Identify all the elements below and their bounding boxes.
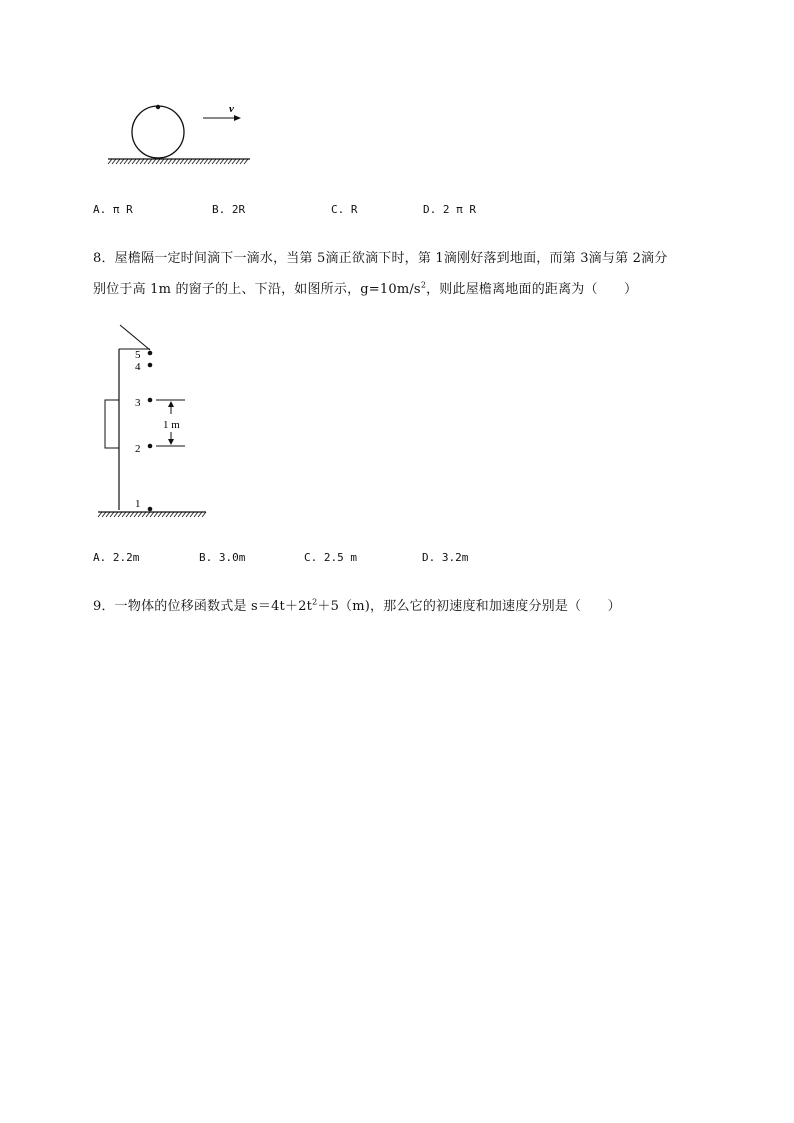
q7-option-a[interactable]: A. π R <box>93 203 133 216</box>
hatch-stroke <box>192 159 196 164</box>
hatch-stroke <box>134 512 138 517</box>
q8-text-line2 <box>93 278 637 297</box>
q9-text-sup: 2 <box>312 597 318 607</box>
drop-label-2: 2 <box>135 443 141 455</box>
q8-option-d[interactable]: D. 3.2m <box>422 551 469 564</box>
hatch-stroke <box>164 159 168 164</box>
hatch-stroke <box>188 159 192 164</box>
hatch-stroke <box>122 512 126 517</box>
drop-2 <box>148 444 153 449</box>
hatch-stroke <box>232 159 236 164</box>
q9-text <box>93 595 621 614</box>
hatch-stroke <box>184 159 188 164</box>
drop-label-4: 4 <box>135 361 141 373</box>
hatch-stroke <box>98 512 102 517</box>
wheel-point <box>156 105 160 109</box>
hatch-stroke <box>110 512 114 517</box>
q8-text-line2-sup: 2 <box>420 280 427 290</box>
hatch-stroke <box>150 512 154 517</box>
hatch-stroke <box>170 512 174 517</box>
hatch-stroke <box>108 159 112 164</box>
hatch-stroke <box>168 159 172 164</box>
hatch-stroke <box>204 159 208 164</box>
hatch-stroke <box>172 159 176 164</box>
hatch-stroke <box>236 159 240 164</box>
hatch-stroke <box>136 159 140 164</box>
hatch-stroke <box>220 159 224 164</box>
hatch-stroke <box>114 512 118 517</box>
hatch-stroke <box>202 512 206 517</box>
hatch-stroke <box>120 159 124 164</box>
drop-label-5: 5 <box>135 349 141 361</box>
q7-option-d[interactable]: D. 2 π R <box>423 203 476 216</box>
hatch-stroke <box>156 159 160 164</box>
ground-hatch <box>108 159 248 164</box>
q8-option-a[interactable]: A. 2.2m <box>93 551 140 564</box>
hatch-stroke <box>102 512 106 517</box>
hatch-stroke <box>162 512 166 517</box>
ground-hatch <box>98 512 206 517</box>
q7-option-c[interactable]: C. R <box>331 203 358 216</box>
drop-label-3: 3 <box>135 397 141 409</box>
hatch-stroke <box>182 512 186 517</box>
hatch-stroke <box>224 159 228 164</box>
hatch-stroke <box>124 159 128 164</box>
hatch-stroke <box>112 159 116 164</box>
hatch-stroke <box>200 159 204 164</box>
q8-text-line1: 8．屋檐隔一定时间滴下一滴水，当第 5滴正欲滴下时，第 1滴刚好落到地面，而第 3滴与第 2滴分 <box>93 251 668 266</box>
height-arrowhead-up <box>168 401 174 407</box>
wheel-circle <box>132 106 184 158</box>
hatch-stroke <box>208 159 212 164</box>
hatch-stroke <box>212 159 216 164</box>
drop-4 <box>148 363 153 368</box>
q8-option-b[interactable]: B. 3.0m <box>199 551 246 564</box>
hatch-stroke <box>166 512 170 517</box>
window-height-label: 1 m <box>163 419 180 431</box>
hatch-stroke <box>116 159 120 164</box>
q8-text-line2-pre: 别位于高 1m 的窗子的上、下沿，如图所示，g=10m/s <box>93 282 421 297</box>
velocity-arrowhead <box>234 115 241 121</box>
hatch-stroke <box>174 512 178 517</box>
hatch-stroke <box>158 512 162 517</box>
hatch-stroke <box>106 512 110 517</box>
q7-option-b[interactable]: B. 2R <box>212 203 246 216</box>
hatch-stroke <box>132 159 136 164</box>
hatch-stroke <box>160 159 164 164</box>
hatch-stroke <box>144 159 148 164</box>
hatch-stroke <box>128 159 132 164</box>
hatch-stroke <box>140 159 144 164</box>
drop-3 <box>148 398 153 403</box>
eave-slant <box>120 325 150 350</box>
hatch-stroke <box>240 159 244 164</box>
hatch-stroke <box>180 159 184 164</box>
hatch-stroke <box>194 512 198 517</box>
q8-text-line2-post: ，则此屋檐离地面的距离为（ ） <box>426 282 638 297</box>
hatch-stroke <box>148 159 152 164</box>
drop-1 <box>148 507 153 512</box>
window-frame <box>105 400 119 448</box>
drop-5 <box>148 351 153 356</box>
hatch-stroke <box>186 512 190 517</box>
hatch-stroke <box>198 512 202 517</box>
hatch-stroke <box>130 512 134 517</box>
eaves-figure <box>92 322 216 522</box>
q8-option-c[interactable]: C. 2.5 m <box>304 551 357 564</box>
velocity-label: v <box>229 103 234 115</box>
hatch-stroke <box>118 512 122 517</box>
q9-text-post: ＋5（m)，那么它的初速度和加速度分别是（ ） <box>317 599 621 614</box>
hatch-stroke <box>146 512 150 517</box>
hatch-stroke <box>142 512 146 517</box>
hatch-stroke <box>176 159 180 164</box>
hatch-stroke <box>178 512 182 517</box>
drop-label-1: 1 <box>135 498 141 510</box>
hatch-stroke <box>216 159 220 164</box>
hatch-stroke <box>244 159 248 164</box>
height-arrowhead-down <box>168 439 174 445</box>
hatch-stroke <box>138 512 142 517</box>
hatch-stroke <box>190 512 194 517</box>
q9-text-pre: 9．一物体的位移函数式是 s＝4t＋2t <box>93 599 313 614</box>
hatch-stroke <box>154 512 158 517</box>
hatch-stroke <box>152 159 156 164</box>
hatch-stroke <box>228 159 232 164</box>
wheel-figure <box>100 98 260 170</box>
hatch-stroke <box>196 159 200 164</box>
hatch-stroke <box>126 512 130 517</box>
